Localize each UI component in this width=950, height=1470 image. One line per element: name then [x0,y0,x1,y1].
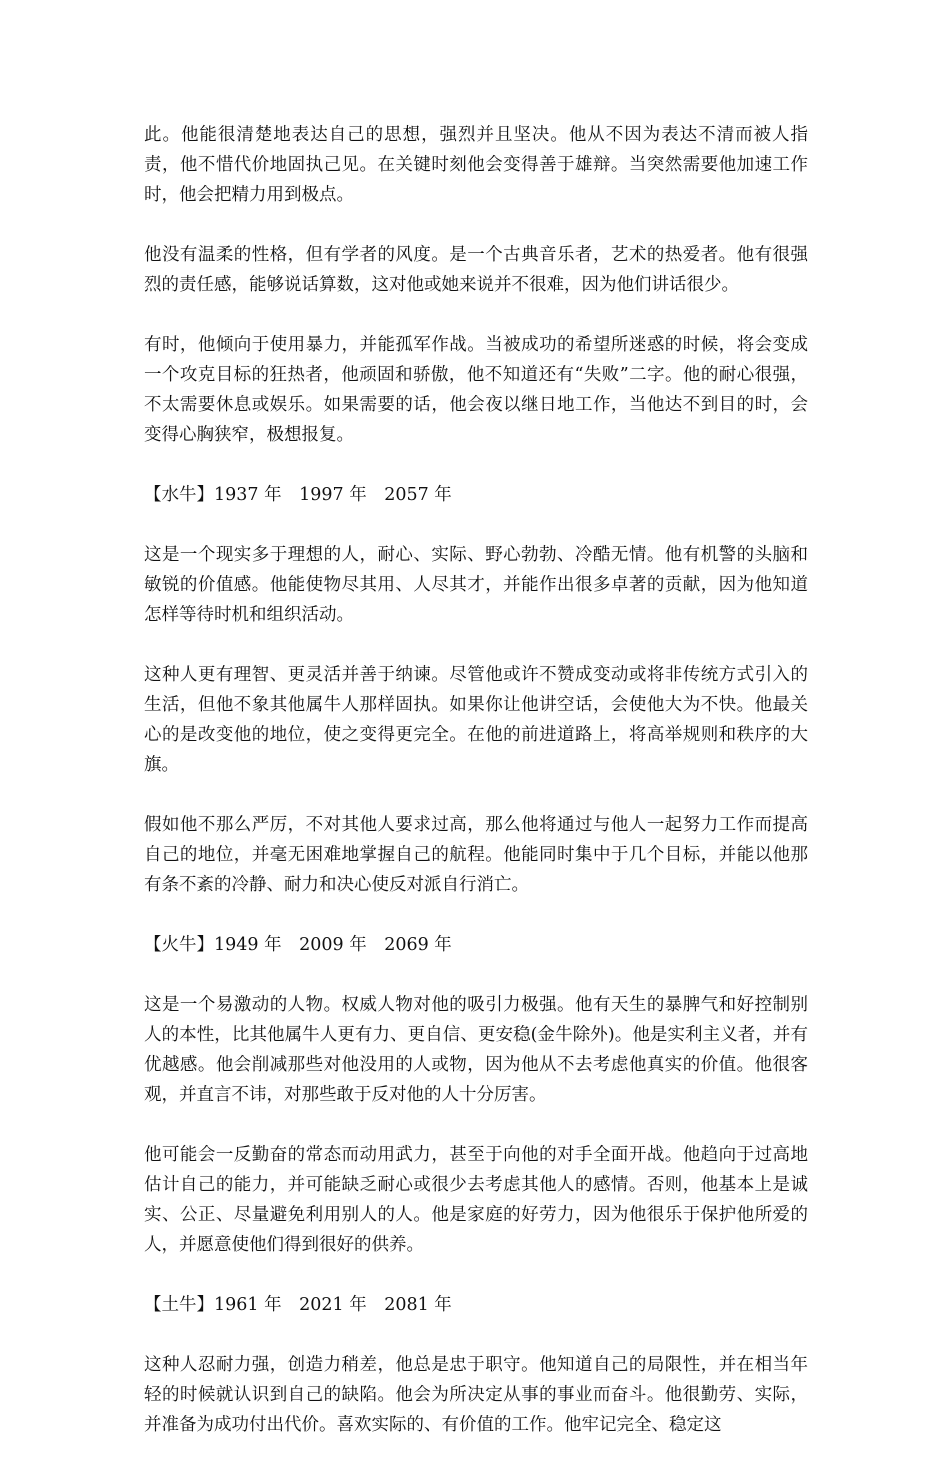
section-heading-fire-ox: 【火牛】1949 年 2009 年 2069 年 [144,935,452,955]
paragraph: 这是一个易激动的人物。权威人物对他的吸引力极强。他有天生的暴脾气和好控制别人的本性，比其他属牛人更有力、更自信、更安稳(金牛除外)。他是实利主义者，并有优越感。他会削减那些对他没用的人或物，因为他从不去考虑他真实的价值。他很客观，并直言不讳，对那些敢于反对他的人十分厉害。 [144,995,808,1105]
document-body [144,120,808,1470]
paragraph: 他没有温柔的性格，但有学者的风度。是一个古典音乐者，艺术的热爱者。他有很强烈的责任感，能够说话算数，这对他或她来说并不很难，因为他们讲话很少。 [144,245,808,295]
section-heading-earth-ox: 【土牛】1961 年 2021 年 2081 年 [144,1295,452,1315]
paragraph: 这是一个现实多于理想的人，耐心、实际、野心勃勃、冷酷无情。他有机警的头脑和敏锐的价值感。他能使物尽其用、人尽其才，并能作出很多卓著的贡献，因为他知道怎样等待时机和组织活动。 [144,545,808,625]
paragraph: 这种人更有理智、更灵活并善于纳谏。尽管他或许不赞成变动或将非传统方式引入的生活，但他不象其他属牛人那样固执。如果你让他讲空话，会使他大为不快。他最关心的是改变他的地位，使之变得更完全。在他的前进道路上，将高举规则和秩序的大旗。 [144,665,808,775]
section-heading-water-ox: 【水牛】1937 年 1997 年 2057 年 [144,485,452,505]
paragraph: 有时，他倾向于使用暴力，并能孤军作战。当被成功的希望所迷惑的时候，将会变成一个攻克目标的狂热者，他顽固和骄傲，他不知道还有“失败”二字。他的耐心很强，不太需要休息或娱乐。如果需要的话，他会夜以继日地工作，当他达不到目的时，会变得心胸狭窄，极想报复。 [144,335,808,445]
paragraph: 假如他不那么严厉，不对其他人要求过高，那么他将通过与他人一起努力工作而提高自己的地位，并毫无困难地掌握自己的航程。他能同时集中于几个目标，并能以他那有条不紊的冷静、耐力和决心使反对派自行消亡。 [144,815,808,895]
paragraph: 这种人忍耐力强，创造力稍差，他总是忠于职守。他知道自己的局限性，并在相当年轻的时候就认识到自己的缺陷。他会为所决定从事的事业而奋斗。他很勤劳、实际，并准备为成功付出代价。喜欢实际的、有价值的工作。他牢记完全、稳定这 [144,1355,808,1435]
paragraph: 他可能会一反勤奋的常态而动用武力，甚至于向他的对手全面开战。他趋向于过高地估计自己的能力，并可能缺乏耐心或很少去考虑其他人的感情。否则，他基本上是诚实、公正、尽量避免利用别人的人。他是家庭的好劳力，因为他很乐于保护他所爱的人，并愿意使他们得到很好的供养。 [144,1145,808,1255]
paragraph: 此。他能很清楚地表达自己的思想，强烈并且坚决。他从不因为表达不清而被人指责，他不惜代价地固执己见。在关键时刻他会变得善于雄辩。当突然需要他加速工作时，他会把精力用到极点。 [144,125,808,205]
